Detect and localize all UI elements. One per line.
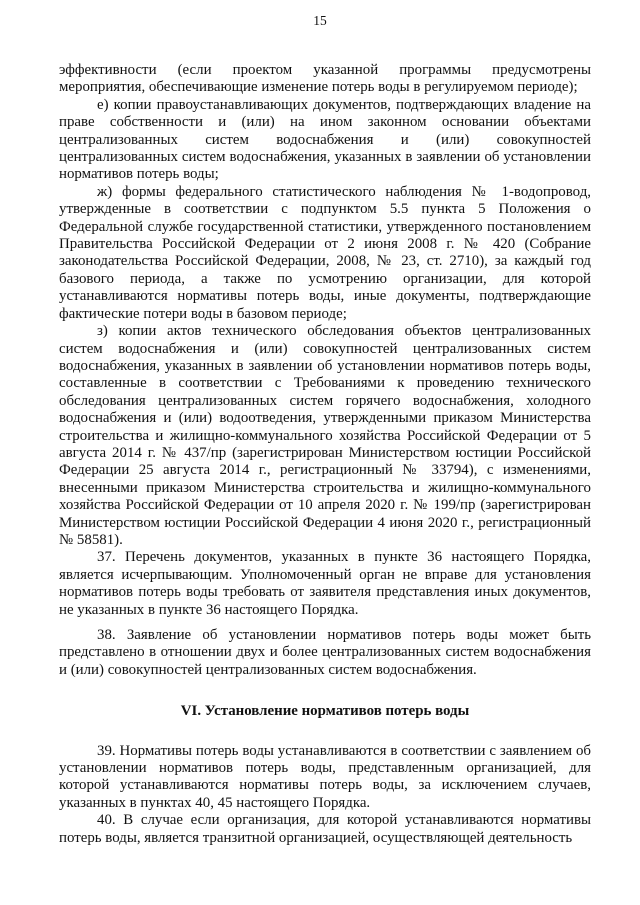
paragraph-item-e: е) копии правоустанавливающих документов, подтверждающих владение на праве собственности и (или) на ином законном основании объектами централизованных систем водоснабжения и (или) совокупностей централизованных систем водоснабжения, указанных в заявлении об установлении нормативов потерь воды; — [59, 96, 591, 183]
paragraph-40: 40. В случае если организация, для которой устанавливаются нормативы потерь воды, является транзитной организацией, осуществляющей деятельность — [59, 812, 591, 846]
paragraph-item-zh: ж) формы федерального статистического наблюдения № 1-водопровод, утвержденные в соответствии с подпунктом 5.5 пункта 5 Положения о Федеральной службе государственной статистики, утвержденного постановлением Правительства Российской Федерации от 2 июня 2008 г. № 420 (Собрание законодательства Российской Федерации, 2008, № 23, ст. 2710), за каждый год базового периода, а также по усмотрению организации, для которой устанавливаются нормативы потерь воды, иные документы, подтверждающие фактические потери воды в базовом периоде; — [59, 183, 591, 322]
paragraph-continuation: эффективности (если проектом указанной программы предусмотрены мероприятия, обеспечивающие изменение потерь воды в регулируемом периоде); — [59, 62, 591, 96]
section-heading: VI. Установление нормативов потерь воды — [180, 703, 470, 720]
document-body — [59, 62, 591, 847]
paragraph-37: 37. Перечень документов, указанных в пункте 36 настоящего Порядка, является исчерпывающим. Уполномоченный орган не вправе для установления нормативов потерь воды требовать от заявителя представления иных документов, не указанных в пункте 36 настоящего Порядка. — [59, 549, 591, 618]
paragraph-39: 39. Нормативы потерь воды устанавливаются в соответствии с заявлением об установлении нормативов потерь воды, представленным организацией, для которой устанавливаются нормативы потерь воды, за исключением случаев, указанных в пунктах 40, 45 настоящего Порядка. — [59, 742, 591, 811]
paragraph-38: 38. Заявление об установлении нормативов потерь воды может быть представлено в отношении двух и более централизованных систем водоснабжения и (или) совокупностей централизованных систем водоснабжения. — [59, 627, 591, 678]
paragraph-item-z: з) копии актов технического обследования объектов централизованных систем водоснабжения и (или) совокупностей централизованных систем водоснабжения, указанных в заявлении об установлении нормативов потерь воды, составленные в соответствии с Требованиями к проведению технического обследования централизованных систем горячего водоснабжения, холодного водоснабжения и (или) водоотведения, утвержденными приказом Министерства строительства и жилищно-коммунального хозяйства Российской Федерации от 5 августа 2014 г. № 437/пр (зарегистрирован Министерством юстиции Российской Федерации 25 августа 2014 г., регистрационный № 33794), с изменениями, внесенными приказом Министерства строительства и жилищно-коммунального хозяйства Российской Федерации от 10 апреля 2020 г. № 199/пр (зарегистрирован Министерством юстиции Российской Федерации 4 июня 2020 г., регистрационный № 58581). — [59, 323, 591, 548]
page-number: 15 — [313, 13, 327, 28]
